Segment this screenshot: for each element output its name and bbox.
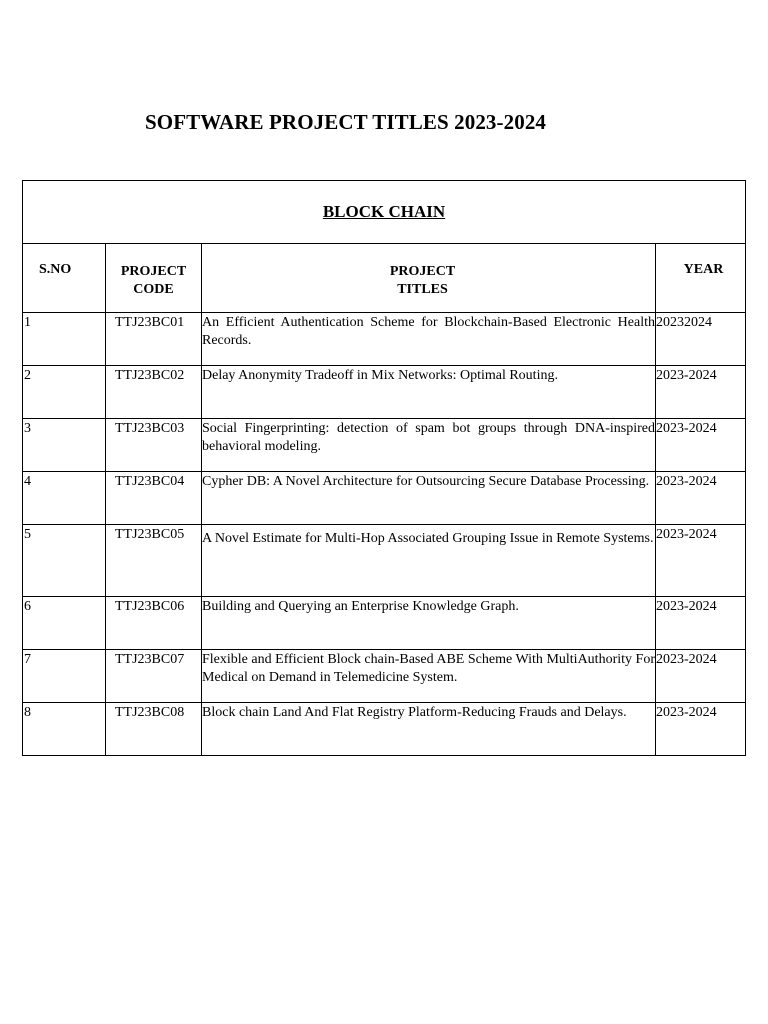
header-year <box>656 244 746 313</box>
cell-project-title: A Novel Estimate for Multi-Hop Associated Grouping Issue in Remote Systems. <box>202 525 656 597</box>
header-title-label <box>202 244 655 299</box>
cell-sno: 6 <box>23 597 106 650</box>
table-row <box>23 419 746 472</box>
header-sno <box>23 244 106 313</box>
cell-year: 2023-2024 <box>656 703 746 756</box>
header-code-label <box>106 244 201 299</box>
cell-sno: 5 <box>23 525 106 597</box>
page-title: SOFTWARE PROJECT TITLES 2023-2024 <box>145 110 547 134</box>
cell-year: 2023-2024 <box>656 419 746 472</box>
cell-project-code: TTJ23BC06 <box>106 597 202 650</box>
table-row <box>23 703 746 756</box>
cell-project-code: TTJ23BC08 <box>106 703 202 756</box>
project-table <box>22 180 746 756</box>
cell-sno: 1 <box>23 313 106 366</box>
header-sno-label: S.NO <box>39 262 72 277</box>
table-row <box>23 366 746 419</box>
cell-year: 2023-2024 <box>656 650 746 703</box>
cell-sno: 8 <box>23 703 106 756</box>
cell-project-title: Delay Anonymity Tradeoff in Mix Networks: Optimal Routing. <box>202 366 656 419</box>
cell-project-title: Cypher DB: A Novel Architecture for Outsourcing Secure Database Processing. <box>202 472 656 525</box>
cell-year: 2023-2024 <box>656 472 746 525</box>
cell-year: 2023-2024 <box>656 366 746 419</box>
header-project-code <box>106 244 202 313</box>
header-row <box>23 244 746 313</box>
cell-sno: 7 <box>23 650 106 703</box>
section-title: BLOCK CHAIN <box>322 202 446 221</box>
cell-project-code: TTJ23BC07 <box>106 650 202 703</box>
cell-project-code: TTJ23BC02 <box>106 366 202 419</box>
cell-project-title: Flexible and Efficient Block chain-Based ABE Scheme With MultiAuthority For Medical on Demand in Telemedicine System. <box>202 650 656 703</box>
table-row <box>23 525 746 597</box>
cell-project-title: Building and Querying an Enterprise Knowledge Graph. <box>202 597 656 650</box>
cell-sno: 4 <box>23 472 106 525</box>
cell-project-code: TTJ23BC03 <box>106 419 202 472</box>
cell-year: 2023-2024 <box>656 597 746 650</box>
table-row <box>23 313 746 366</box>
table-row <box>23 472 746 525</box>
header-year-label: YEAR <box>683 262 724 277</box>
table-row <box>23 650 746 703</box>
table-row <box>23 597 746 650</box>
header-project-titles <box>202 244 656 313</box>
header-title-line1: PROJECT <box>389 264 456 279</box>
header-code-line1: PROJECT <box>120 264 187 279</box>
cell-year: 2023-2024 <box>656 525 746 597</box>
cell-project-title: Social Fingerprinting: detection of spam bot groups through DNA-inspired behavioral modeling. <box>202 419 656 472</box>
header-code-line2: CODE <box>133 282 174 297</box>
section-row <box>23 181 746 244</box>
cell-project-title: An Efficient Authentication Scheme for Blockchain-Based Electronic Health Records. <box>202 313 656 366</box>
cell-project-code: TTJ23BC05 <box>106 525 202 597</box>
cell-project-code: TTJ23BC04 <box>106 472 202 525</box>
cell-project-title: Block chain Land And Flat Registry Platform-Reducing Frauds and Delays. <box>202 703 656 756</box>
cell-sno: 2 <box>23 366 106 419</box>
header-title-line2: TITLES <box>397 282 448 297</box>
section-cell <box>23 181 746 244</box>
cell-sno: 3 <box>23 419 106 472</box>
cell-project-code: TTJ23BC01 <box>106 313 202 366</box>
cell-year: 20232024 <box>656 313 746 366</box>
